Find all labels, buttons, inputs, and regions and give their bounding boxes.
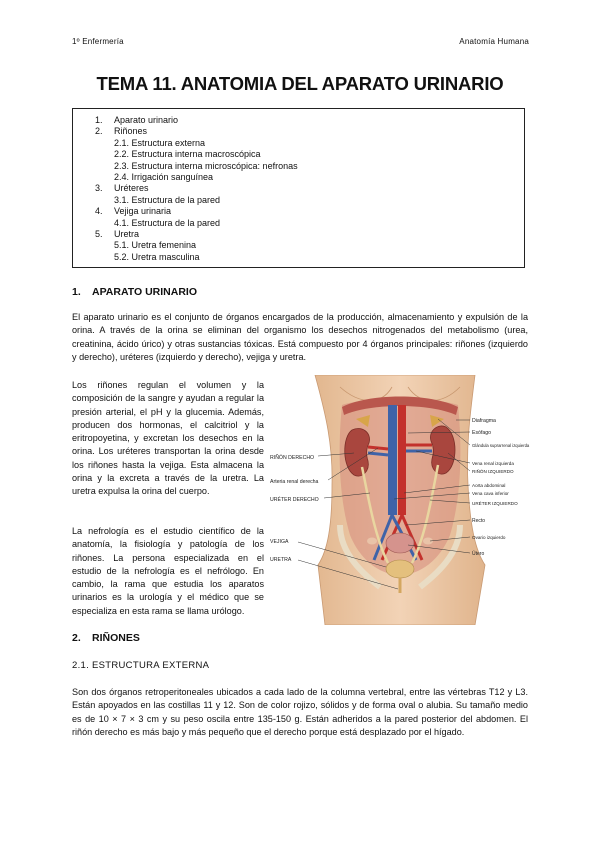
header-course: 1º Enfermería: [72, 37, 124, 46]
urinary-system-figure: [270, 375, 532, 625]
label-esophagus: Esófago: [472, 430, 492, 436]
toc-subitem: 2.2. Estructura interna macroscópica: [114, 149, 261, 160]
section-2-heading: 2. RIÑONES: [72, 632, 140, 644]
uterus: [386, 533, 414, 553]
vena-cava: [388, 405, 397, 515]
label-abdominal-aorta: Aorta abdominal: [472, 483, 506, 488]
section-1-paragraph-2: Los riñones regulan el volumen y la composición de la sangre y ayudan a regular la presión arterial, el pH y la glucemia. Además, producen dos hormonas, el calcitriol y la eritropoyetina, y excretan los desechos en la orina. Los uréteres transportan la orina desde los riñones hasta la vejiga. Esta almacena la orina y la excreta a través de la uretra. La uretra expulsa la orina del cuerpo.: [72, 380, 264, 497]
label-uterus: Útero: [472, 551, 485, 557]
toc-item: 2. Riñones: [95, 126, 148, 137]
label-left-ureter: URÉTER IZQUIERDO: [472, 501, 518, 506]
label-left-ovary: Ovario izquierdo: [472, 535, 506, 540]
toc-item: 4. Vejiga urinaria: [95, 206, 172, 217]
label-urethra: URETRA: [270, 557, 292, 563]
toc-subitem: 2.1. Estructura externa: [114, 137, 206, 148]
toc-item: 1. Aparato urinario: [95, 115, 179, 125]
label-diaphragm: Diafragma: [472, 418, 496, 424]
label-left-kidney: RIÑÓN IZQUIERDO: [472, 469, 514, 474]
section-1-heading: 1. APARATO URINARIO: [72, 286, 197, 298]
header-subject: Anatomía Humana: [459, 37, 529, 46]
kidney-left: [430, 426, 455, 474]
ovary-right: [367, 538, 377, 545]
label-rectum: Recto: [472, 518, 486, 524]
section-1-paragraph-1: El aparato urinario es el conjunto de órganos encargados de la producción, almacenamiento y expulsión de la orina. A través de la orina se eliminan del organismo los desechos nitrogenados del metabolismo (urea, creatinina, ácido úrico) y otras sustancias tóxicas. Está compuesto por 4 órganos principales: riñones (izquierdo y derecho), uréteres (izquierdo y derecho), vejiga y uretra.: [72, 312, 528, 362]
page-title: TEMA 11. ANATOMIA DEL APARATO URINARIO: [96, 73, 504, 94]
toc-subitem: 5.2. Uretra masculina: [114, 251, 200, 262]
toc-item: 5. Uretra: [95, 229, 140, 240]
label-right-kidney: RIÑÓN DERECHO: [270, 455, 315, 461]
toc-subitem: 2.3. Estructura interna microscópica: nefronas: [114, 160, 298, 171]
label-right-ureter: URÉTER DERECHO: [270, 497, 319, 503]
bladder: [386, 560, 414, 578]
toc-subitem: 4.1. Estructura de la pared: [114, 217, 221, 228]
kidney-right: [345, 428, 370, 476]
label-left-adrenal: Glándula suprarrenal izquierda: [472, 443, 530, 448]
label-right-renal-artery: Arteria renal derecha: [270, 479, 319, 485]
section-2-paragraph-1: Son dos órganos retroperitoneales ubicados a cada lado de la columna vertebral, entre las vértebras T12 y L3. Están apoyados en las costillas 11 y 12. Son de color rojizo, sólidos y de forma oval o alubia. Su tamaño medio es de 10 × 7 × 3 cm y su peso oscila entre 135-150 g. Están adheridos a la pared posterior del abdomen. El riñón derecho es más bajo y más pequeño que el derecho porque está desplazado por el hígado.: [72, 687, 528, 737]
label-left-renal-vein: Vena renal izquierda: [472, 461, 514, 466]
toc-subitem: 5.1. Uretra femenina: [114, 240, 197, 251]
toc-subitem: 2.4. Irrigación sanguínea: [114, 172, 214, 183]
label-bladder: VEJIGA: [270, 539, 289, 545]
toc-item: 3. Uréteres: [95, 183, 149, 194]
toc-subitem: 3.1. Estructura de la pared: [114, 194, 221, 205]
section-1-paragraph-3: La nefrología es el estudio científico de la anatomía, la fisiología y patología de los riñones. La persona especializada en el estudio de la nefrología es el nefrólogo. En cambio, la rama que estudia los aparatos urinarios es la urología y el médico que se especializa en esta rama se llama urólogo.: [72, 526, 264, 616]
table-of-contents: [72, 108, 525, 268]
label-inferior-vena-cava: Vena cava inferior: [472, 491, 509, 496]
section-2-1-heading: 2.1. ESTRUCTURA EXTERNA: [72, 660, 210, 671]
